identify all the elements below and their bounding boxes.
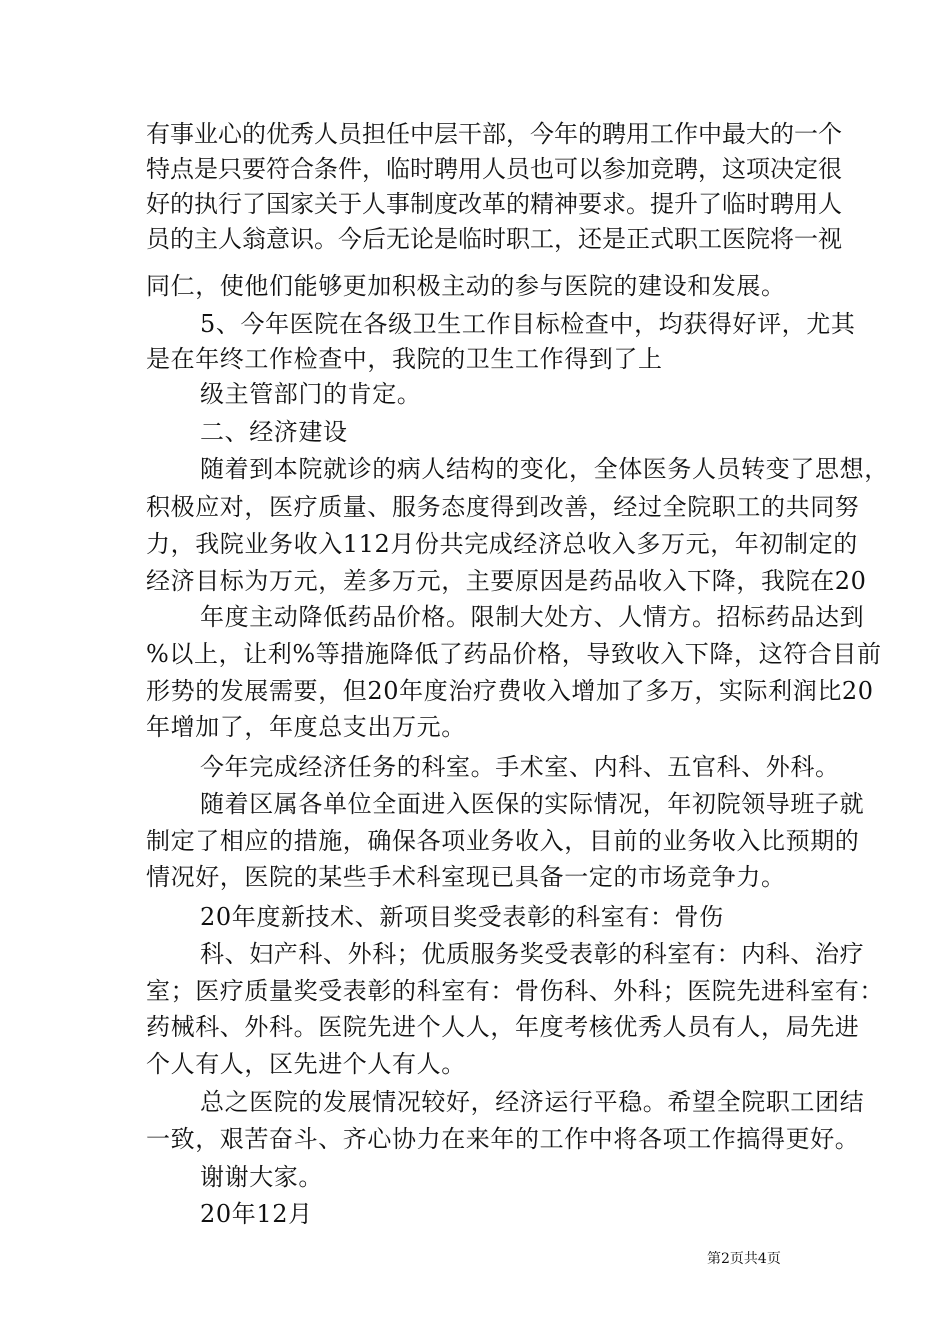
text-line-10: 随着到本院就诊的病人结构的变化，全体医务人员转变了思想， [200,455,889,483]
text-line-26: 个人有人，区先进个人有人。 [146,1050,466,1078]
text-line-11: 积极应对，医疗质量、服务态度得到改善，经过全院职工的共同努 [146,493,860,521]
document-date: 20年12月 [200,1200,313,1228]
text-line-7: 是在年终工作检查中，我院的卫生工作得到了上 [146,345,663,373]
text-line-12: 力，我院业务收入112月份共完成经济总收入多万元，年初制定的 [146,530,858,558]
text-line-8: 级主管部门的肯定。 [200,380,422,408]
text-line-4: 员的主人翁意识。今后无论是临时职工，还是正式职工医院将一视 [146,225,842,253]
section-heading-economy: 二、经济建设 [200,418,348,446]
closing-thanks: 谢谢大家。 [200,1163,323,1191]
text-line-28: 一致，艰苦奋斗、齐心协力在来年的工作中将各项工作搞得更好。 [146,1125,860,1153]
text-line-15: %以上，让利%等措施降低了药品价格，导致收入下降，这符合目前 [146,640,882,668]
text-line-19: 随着区属各单位全面进入医保的实际情况，年初院领导班子就 [200,790,865,818]
text-line-6: 5、今年医院在各级卫生工作目标检查中，均获得好评，尤其 [200,310,856,338]
text-line-5: 同仁，使他们能够更加积极主动的参与医院的建设和发展。 [146,272,786,300]
text-line-25: 药械科、外科。医院先进个人人，年度考核优秀人员有人，局先进 [146,1013,860,1041]
page-number-footer: 第2页共4页 [707,1251,781,1267]
text-line-13: 经济目标为万元，差多万元，主要原因是药品收入下降，我院在20 [146,567,867,595]
text-line-3: 好的执行了国家关于人事制度改革的精神要求。提升了临时聘用人 [146,190,842,218]
text-line-14: 年度主动降低药品价格。限制大处方、人情方。招标药品达到 [200,603,865,631]
text-line-23: 科、妇产科、外科；优质服务奖受表彰的科室有：内科、治疗 [200,940,865,968]
text-line-16: 形势的发展需要，但20年度治疗费收入增加了多万，实际利润比20 [146,677,874,705]
text-line-18: 今年完成经济任务的科室。手术室、内科、五官科、外科。 [200,753,840,781]
text-line-2: 特点是只要符合条件，临时聘用人员也可以参加竞聘，这项决定很 [146,155,842,183]
text-line-17: 年增加了，年度总支出万元。 [146,713,466,741]
text-line-21: 情况好，医院的某些手术科室现已具备一定的市场竞争力。 [146,863,786,891]
text-line-24: 室；医疗质量奖受表彰的科室有：骨伤科、外科；医院先进科室有： [146,977,884,1005]
text-line-1: 有事业心的优秀人员担任中层干部，今年的聘用工作中最大的一个 [146,120,842,148]
text-line-27: 总之医院的发展情况较好，经济运行平稳。希望全院职工团结 [200,1088,865,1116]
text-line-20: 制定了相应的措施，确保各项业务收入，目前的业务收入比预期的 [146,827,860,855]
text-line-22: 20年度新技术、新项目奖受表彰的科室有：骨伤 [200,903,724,931]
